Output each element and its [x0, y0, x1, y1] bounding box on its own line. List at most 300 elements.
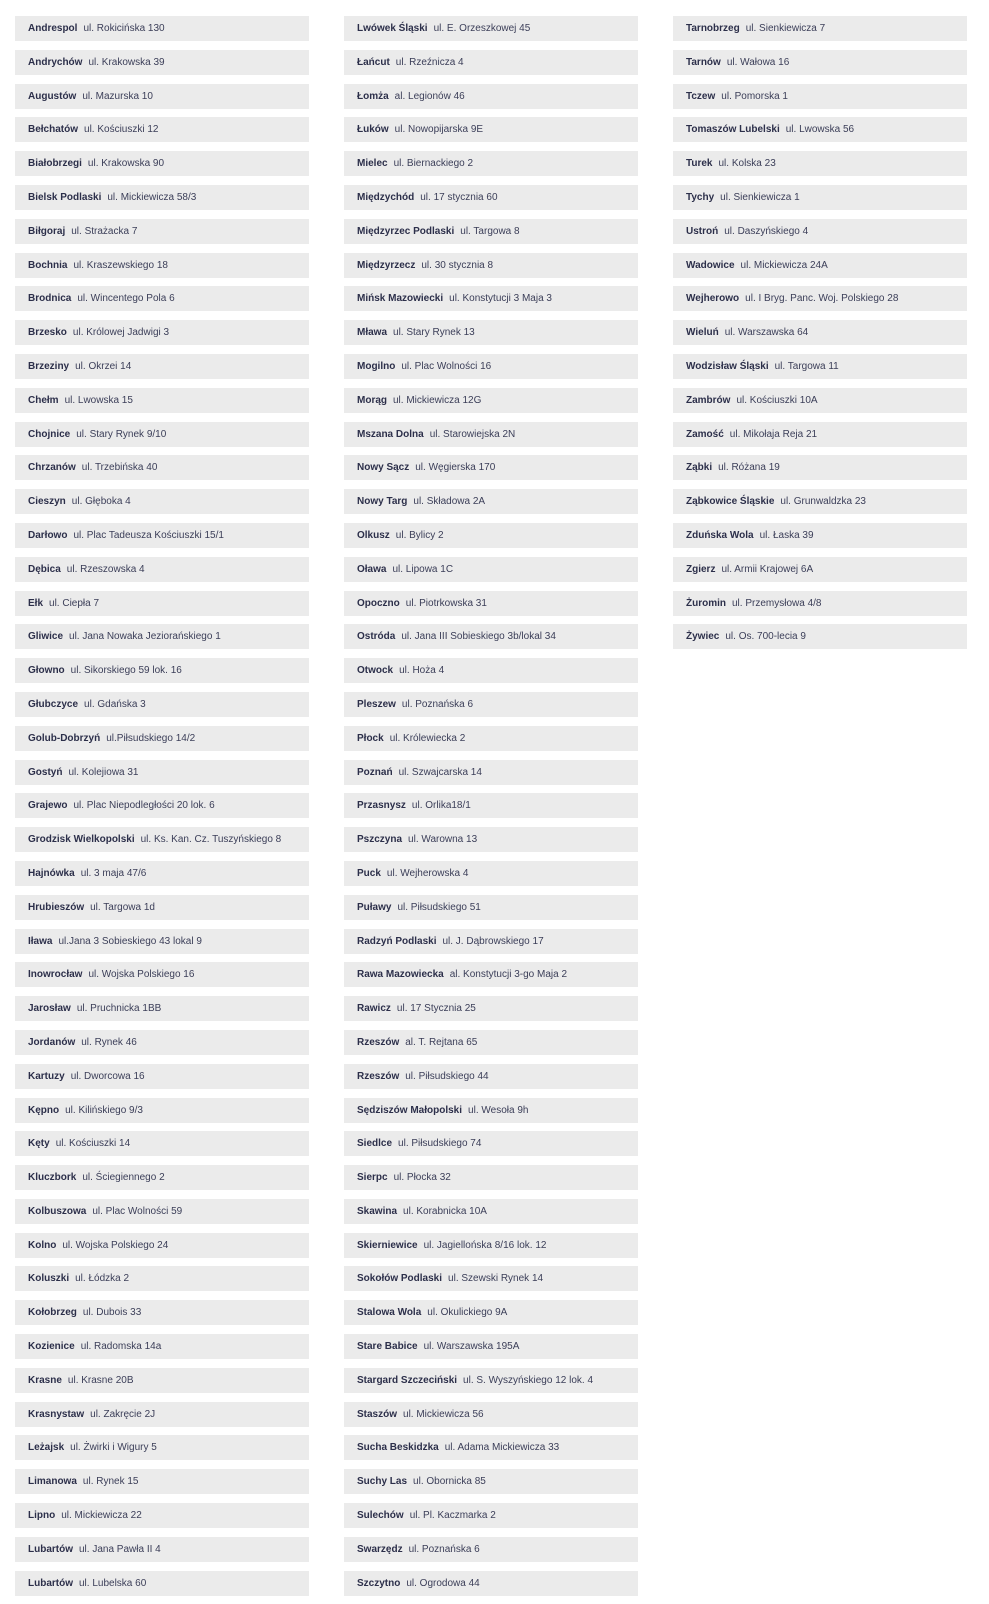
store-address: ul. Sienkiewicza 1 — [720, 191, 800, 203]
store-location-row[interactable] — [15, 658, 309, 683]
store-city-name: Brzeziny — [28, 360, 70, 372]
store-address: ul. Warowna 13 — [408, 834, 478, 846]
store-location-row[interactable] — [15, 388, 309, 413]
store-location-row[interactable] — [15, 455, 309, 480]
store-city-name: Lubartów — [28, 1543, 73, 1555]
store-location-row[interactable] — [15, 1402, 309, 1427]
store-city-name: Iława — [28, 935, 53, 947]
store-location-row[interactable] — [15, 929, 309, 954]
store-location-row[interactable] — [344, 16, 638, 41]
store-city-name: Grodzisk Wielkopolski — [28, 834, 135, 846]
store-city-name: Kołobrzeg — [28, 1307, 77, 1319]
store-city-name: Rawicz — [357, 1003, 391, 1015]
store-city-name: Jarosław — [28, 1003, 71, 1015]
store-city-name: Krasnystaw — [28, 1408, 85, 1420]
store-city-name: Morąg — [357, 394, 387, 406]
store-city-name: Rawa Mazowiecka — [357, 969, 444, 981]
store-address: ul. Rzeźnicza 4 — [395, 56, 464, 68]
store-address: ul. Hoża 4 — [399, 665, 445, 677]
store-location-row[interactable] — [344, 1435, 638, 1460]
store-address: ul. Jana III Sobieskiego 3b/lokal 34 — [401, 631, 556, 643]
store-address: ul. Grunwaldzka 23 — [780, 496, 866, 508]
store-address: ul. Targowa 8 — [460, 225, 520, 237]
store-city-name: Hajnówka — [28, 867, 75, 879]
store-address: ul. Stary Rynek 9/10 — [76, 428, 167, 440]
store-address: ul. Mikołaja Reja 21 — [729, 428, 818, 440]
store-location-row[interactable] — [673, 591, 967, 616]
store-city-name: Żywiec — [686, 631, 720, 643]
store-location-row[interactable] — [344, 793, 638, 818]
store-location-row[interactable] — [673, 624, 967, 649]
store-location-row[interactable] — [344, 895, 638, 920]
store-location-row[interactable] — [673, 16, 967, 41]
store-location-row[interactable] — [15, 895, 309, 920]
store-address: ul. Poznańska 6 — [408, 1543, 480, 1555]
store-address: ul. Królowej Jadwigi 3 — [72, 327, 170, 339]
store-city-name: Swarzędz — [357, 1543, 403, 1555]
store-location-row[interactable] — [344, 929, 638, 954]
store-location-row[interactable] — [673, 489, 967, 514]
store-location-row[interactable] — [344, 117, 638, 142]
store-location-row[interactable] — [15, 1537, 309, 1562]
store-location-row[interactable] — [344, 320, 638, 345]
store-city-name: Międzyrzec Podlaski — [357, 225, 455, 237]
store-city-name: Sulechów — [357, 1510, 404, 1522]
store-location-row[interactable] — [344, 1266, 638, 1291]
store-city-name: Stargard Szczeciński — [357, 1374, 458, 1386]
store-city-name: Radzyń Podlaski — [357, 935, 437, 947]
store-location-row[interactable] — [344, 286, 638, 311]
store-city-name: Brodnica — [28, 293, 72, 305]
store-city-name: Koluszki — [28, 1273, 70, 1285]
store-city-name: Ząbkowice Śląskie — [686, 496, 775, 508]
store-location-row[interactable] — [673, 185, 967, 210]
store-city-name: Puławy — [357, 901, 392, 913]
store-location-row[interactable] — [673, 286, 967, 311]
store-address: ul. Warszawska 64 — [724, 327, 809, 339]
store-address: ul. Nowopijarska 9E — [394, 124, 484, 136]
store-address: ul. Mickiewicza 24A — [740, 259, 828, 271]
store-city-name: Gostyń — [28, 766, 63, 778]
store-city-name: Zamość — [686, 428, 724, 440]
store-address: ul. Plac Tadeusza Kościuszki 15/1 — [73, 529, 224, 541]
store-city-name: Bielsk Podlaski — [28, 191, 102, 203]
store-address: ul. Daszyńskiego 4 — [724, 225, 809, 237]
store-city-name: Nowy Sącz — [357, 462, 410, 474]
store-city-name: Łuków — [357, 124, 389, 136]
store-city-name: Turek — [686, 158, 713, 170]
store-location-row[interactable] — [15, 489, 309, 514]
store-address: ul. Gdańska 3 — [84, 698, 146, 710]
store-location-row[interactable] — [344, 1402, 638, 1427]
store-location-row[interactable] — [15, 16, 309, 41]
store-location-row[interactable] — [15, 1030, 309, 1055]
store-city-name: Głowno — [28, 665, 65, 677]
store-city-name: Tychy — [686, 191, 715, 203]
store-address: ul. Wejherowska 4 — [386, 867, 469, 879]
store-city-name: Brzesko — [28, 327, 67, 339]
store-location-row[interactable] — [344, 861, 638, 886]
store-city-name: Rzeszów — [357, 1036, 400, 1048]
store-address: ul. Jagiellońska 8/16 lok. 12 — [423, 1239, 547, 1251]
store-address: ul. Węgierska 170 — [415, 462, 496, 474]
store-address: ul. Piotrkowska 31 — [405, 597, 487, 609]
store-address: ul. Stary Rynek 13 — [393, 327, 475, 339]
store-location-row[interactable] — [15, 1266, 309, 1291]
store-address: ul. Dworcowa 16 — [70, 1070, 145, 1082]
store-address: ul. Kolejiowa 31 — [68, 766, 139, 778]
store-location-row[interactable] — [673, 84, 967, 109]
store-location-row[interactable] — [15, 557, 309, 582]
store-location-row[interactable] — [344, 1131, 638, 1156]
store-address: ul. Okrzei 14 — [75, 360, 132, 372]
store-location-row[interactable] — [344, 1098, 638, 1123]
store-city-name: Tarnów — [686, 56, 721, 68]
store-city-name: Pszczyna — [357, 834, 403, 846]
store-list-column-2 — [344, 16, 638, 1604]
store-city-name: Bełchatów — [28, 124, 79, 136]
store-city-name: Zambrów — [686, 394, 731, 406]
store-location-row[interactable] — [344, 1469, 638, 1494]
store-location-row[interactable] — [344, 489, 638, 514]
store-location-row[interactable] — [15, 760, 309, 785]
store-address: ul. Warszawska 195A — [423, 1341, 520, 1353]
store-address: ul. Plac Wolności 16 — [401, 360, 492, 372]
store-address: ul. Mickiewicza 22 — [61, 1510, 142, 1522]
store-location-row[interactable] — [344, 388, 638, 413]
store-address: ul. Okulickiego 9A — [427, 1307, 508, 1319]
store-address: al. T. Rejtana 65 — [405, 1036, 478, 1048]
store-address: ul. Wojska Polskiego 24 — [62, 1239, 169, 1251]
store-address: ul. Lwowska 56 — [785, 124, 855, 136]
store-address: ul. Sienkiewicza 7 — [745, 23, 826, 34]
store-location-row[interactable] — [15, 861, 309, 886]
store-location-row[interactable] — [344, 151, 638, 176]
store-location-row[interactable] — [15, 253, 309, 278]
store-location-row[interactable] — [344, 50, 638, 75]
store-location-row[interactable] — [344, 523, 638, 548]
store-address: ul. Armii Krajowej 6A — [721, 563, 814, 575]
store-location-row[interactable] — [344, 1368, 638, 1393]
store-address: ul. Kolska 23 — [718, 158, 776, 170]
store-address: ul. I Bryg. Panc. Woj. Polskiego 28 — [745, 293, 899, 305]
store-location-row[interactable] — [15, 1503, 309, 1528]
store-address: ul. S. Wyszyńskiego 12 lok. 4 — [463, 1374, 594, 1386]
store-city-name: Suchy Las — [357, 1476, 408, 1488]
store-address: ul.Piłsudskiego 14/2 — [106, 732, 196, 744]
store-address: ul. Mickiewicza 58/3 — [107, 191, 197, 203]
store-city-name: Tarnobrzeg — [686, 23, 740, 34]
store-address: ul. Łódzka 2 — [75, 1273, 130, 1285]
store-location-row[interactable] — [15, 624, 309, 649]
store-list-column-3 — [673, 16, 967, 658]
store-location-row[interactable] — [15, 1300, 309, 1325]
store-address: ul. Rokicińska 130 — [83, 23, 165, 34]
store-location-row[interactable] — [15, 1435, 309, 1460]
store-address: ul. Konstytucji 3 Maja 3 — [449, 293, 552, 305]
store-address: ul. Ogrodowa 44 — [406, 1577, 480, 1589]
store-address: ul. Ściegiennego 2 — [82, 1172, 165, 1184]
store-address: ul. Biernackiego 2 — [393, 158, 474, 170]
store-address: ul. Krakowska 90 — [87, 158, 165, 170]
store-address: ul. Piłsudskiego 44 — [405, 1070, 489, 1082]
store-location-row[interactable] — [344, 1199, 638, 1224]
store-location-row[interactable] — [673, 422, 967, 447]
store-location-row[interactable] — [15, 1131, 309, 1156]
store-address: ul. Kościuszki 10A — [736, 394, 818, 406]
store-location-row[interactable] — [344, 760, 638, 785]
store-address: ul. Rynek 15 — [82, 1476, 139, 1488]
store-address: ul. Plac Niepodległości 20 lok. 6 — [73, 800, 215, 812]
store-city-name: Bochnia — [28, 259, 68, 271]
store-city-name: Andrychów — [28, 56, 83, 68]
store-city-name: Kępno — [28, 1104, 60, 1116]
store-address: ul. 17 stycznia 60 — [420, 191, 498, 203]
store-city-name: Pleszew — [357, 698, 396, 710]
store-city-name: Darłowo — [28, 529, 68, 541]
store-address: ul. Wałowa 16 — [726, 56, 790, 68]
store-address: ul. Mickiewicza 56 — [403, 1408, 484, 1420]
store-location-row[interactable] — [344, 962, 638, 987]
store-address: ul. Os. 700-lecia 9 — [725, 631, 806, 643]
store-location-row[interactable] — [15, 1334, 309, 1359]
store-address: ul. Królewiecka 2 — [389, 732, 466, 744]
store-city-name: Chrzanów — [28, 462, 76, 474]
store-location-row[interactable] — [673, 50, 967, 75]
store-location-row[interactable] — [15, 320, 309, 345]
store-city-name: Kolbuszowa — [28, 1205, 87, 1217]
store-address: ul. 17 Stycznia 25 — [396, 1003, 476, 1015]
store-address: ul. Krasne 20B — [67, 1374, 134, 1386]
store-location-row[interactable] — [15, 1098, 309, 1123]
store-location-row[interactable] — [344, 219, 638, 244]
store-location-row[interactable] — [344, 1165, 638, 1190]
store-city-name: Ełk — [28, 597, 44, 609]
store-location-row[interactable] — [673, 117, 967, 142]
store-location-row[interactable] — [15, 1469, 309, 1494]
store-address: ul. 30 stycznia 8 — [421, 259, 494, 271]
store-location-row[interactable] — [344, 185, 638, 210]
store-city-name: Rzeszów — [357, 1070, 400, 1082]
store-location-row[interactable] — [15, 219, 309, 244]
store-city-name: Zduńska Wola — [686, 529, 754, 541]
store-location-row[interactable] — [15, 185, 309, 210]
store-city-name: Ostróda — [357, 631, 396, 643]
store-location-row[interactable] — [673, 320, 967, 345]
store-address: ul. Radomska 14a — [80, 1341, 162, 1353]
store-address: ul. Wojska Polskiego 16 — [88, 969, 195, 981]
store-address: ul. Adama Mickiewicza 33 — [444, 1442, 560, 1454]
store-city-name: Łomża — [357, 90, 389, 102]
store-location-row[interactable] — [15, 117, 309, 142]
store-location-row[interactable] — [344, 455, 638, 480]
store-city-name: Łańcut — [357, 56, 390, 68]
store-location-row[interactable] — [673, 455, 967, 480]
store-city-name: Biłgoraj — [28, 225, 66, 237]
store-city-name: Chełm — [28, 394, 59, 406]
store-city-name: Kolno — [28, 1239, 57, 1251]
store-city-name: Stare Babice — [357, 1341, 418, 1353]
store-city-name: Gliwice — [28, 631, 64, 643]
store-address: ul. Starowiejska 2N — [429, 428, 516, 440]
store-list-column-1 — [15, 16, 309, 1604]
store-address: ul. Wesoła 9h — [468, 1104, 529, 1116]
store-location-row[interactable] — [15, 962, 309, 987]
store-city-name: Mogilno — [357, 360, 396, 372]
store-city-name: Ustroń — [686, 225, 719, 237]
store-location-row[interactable] — [344, 658, 638, 683]
store-city-name: Grajewo — [28, 800, 68, 812]
store-city-name: Chojnice — [28, 428, 71, 440]
store-location-row[interactable] — [344, 557, 638, 582]
store-location-row[interactable] — [15, 692, 309, 717]
store-address: ul. Rynek 46 — [81, 1036, 137, 1048]
store-location-row[interactable] — [344, 1503, 638, 1528]
store-location-row[interactable] — [15, 591, 309, 616]
store-address: ul. Rzeszowska 4 — [66, 563, 145, 575]
store-city-name: Sędziszów Małopolski — [357, 1104, 463, 1116]
store-city-name: Sokołów Podlaski — [357, 1273, 443, 1285]
store-address: ul. Lipowa 1C — [392, 563, 454, 575]
store-address: ul. Mickiewicza 12G — [393, 394, 482, 406]
store-address: ul. Piłsudskiego 74 — [398, 1138, 482, 1150]
store-address: ul. Kilińskiego 9/3 — [65, 1104, 143, 1116]
store-city-name: Tomaszów Lubelski — [686, 124, 780, 136]
store-location-row[interactable] — [344, 422, 638, 447]
store-address: ul. Szwajcarska 14 — [398, 766, 482, 778]
store-city-name: Skierniewice — [357, 1239, 418, 1251]
store-location-row[interactable] — [15, 1571, 309, 1596]
store-address: ul. Orlika18/1 — [411, 800, 471, 812]
store-city-name: Cieszyn — [28, 496, 66, 508]
store-city-name: Ząbki — [686, 462, 713, 474]
store-location-row[interactable] — [15, 1165, 309, 1190]
store-location-row[interactable] — [673, 253, 967, 278]
store-location-row[interactable] — [344, 253, 638, 278]
store-city-name: Siedlce — [357, 1138, 393, 1150]
store-city-name: Wadowice — [686, 259, 735, 271]
store-address: ul. Kościuszki 12 — [84, 124, 159, 136]
store-address: ul. Zakręcie 2J — [90, 1408, 156, 1420]
store-city-name: Limanowa — [28, 1476, 77, 1488]
store-location-row[interactable] — [344, 1334, 638, 1359]
store-city-name: Lipno — [28, 1510, 56, 1522]
store-city-name: Krasne — [28, 1374, 62, 1386]
store-city-name: Staszów — [357, 1408, 398, 1420]
store-address: ul. Łaska 39 — [759, 529, 814, 541]
store-location-row[interactable] — [15, 523, 309, 548]
store-address: ul. Jana Pawła II 4 — [79, 1543, 161, 1555]
store-address: ul. Strażacka 7 — [71, 225, 138, 237]
store-city-name: Oława — [357, 563, 387, 575]
store-location-row[interactable] — [15, 151, 309, 176]
store-address: ul. Targowa 11 — [774, 360, 839, 372]
store-city-name: Żuromin — [686, 597, 726, 609]
store-address: ul. Różana 19 — [718, 462, 780, 474]
store-city-name: Otwock — [357, 665, 394, 677]
store-city-name: Kluczbork — [28, 1172, 77, 1184]
store-address: ul. Składowa 2A — [413, 496, 486, 508]
store-location-row[interactable] — [344, 591, 638, 616]
store-location-row[interactable] — [344, 354, 638, 379]
store-city-name: Stalowa Wola — [357, 1307, 422, 1319]
store-city-name: Opoczno — [357, 597, 400, 609]
store-city-name: Leżajsk — [28, 1442, 65, 1454]
store-location-row[interactable] — [344, 624, 638, 649]
store-address: ul. Pl. Kaczmarka 2 — [409, 1510, 496, 1522]
store-location-row[interactable] — [673, 151, 967, 176]
store-address: ul. Jana Nowaka Jeziorańskiego 1 — [69, 631, 221, 643]
store-location-row[interactable] — [673, 557, 967, 582]
store-location-row[interactable] — [15, 726, 309, 751]
store-address: ul. Poznańska 6 — [401, 698, 474, 710]
store-city-name: Międzychód — [357, 191, 415, 203]
store-location-row[interactable] — [344, 692, 638, 717]
store-location-row[interactable] — [673, 219, 967, 244]
store-city-name: Kartuzy — [28, 1070, 65, 1082]
store-location-row[interactable] — [673, 354, 967, 379]
store-city-name: Białobrzegi — [28, 158, 82, 170]
store-location-row[interactable] — [15, 996, 309, 1021]
store-location-row[interactable] — [15, 50, 309, 75]
store-location-row[interactable] — [344, 1030, 638, 1055]
store-location-row[interactable] — [15, 422, 309, 447]
store-city-name: Międzyrzecz — [357, 259, 416, 271]
store-location-row[interactable] — [15, 1233, 309, 1258]
store-location-row[interactable] — [344, 726, 638, 751]
store-city-name: Szczytno — [357, 1577, 401, 1589]
store-address: ul.Jana 3 Sobieskiego 43 lokal 9 — [58, 935, 202, 947]
store-location-row[interactable] — [344, 1571, 638, 1596]
store-location-row[interactable] — [344, 1537, 638, 1562]
store-location-row[interactable] — [673, 388, 967, 413]
store-address: ul. Wincentego Pola 6 — [77, 293, 175, 305]
store-location-row[interactable] — [673, 523, 967, 548]
store-address: ul. Targowa 1d — [90, 901, 155, 913]
store-location-row[interactable] — [344, 84, 638, 109]
store-location-row[interactable] — [15, 827, 309, 852]
store-city-name: Głubczyce — [28, 698, 79, 710]
store-city-name: Mszana Dolna — [357, 428, 424, 440]
store-location-row[interactable] — [344, 1064, 638, 1089]
store-city-name: Wodzisław Śląski — [686, 360, 769, 372]
store-city-name: Tczew — [686, 90, 716, 102]
store-city-name: Mielec — [357, 158, 388, 170]
store-city-name: Mińsk Mazowiecki — [357, 293, 444, 305]
store-city-name: Mława — [357, 327, 388, 339]
store-location-row[interactable] — [15, 1368, 309, 1393]
store-city-name: Olkusz — [357, 529, 390, 541]
store-location-row[interactable] — [15, 793, 309, 818]
store-city-name: Lwówek Śląski — [357, 23, 428, 34]
store-city-name: Kęty — [28, 1138, 50, 1150]
store-location-row[interactable] — [344, 1233, 638, 1258]
store-location-row[interactable] — [344, 827, 638, 852]
store-location-row[interactable] — [15, 1064, 309, 1089]
store-address: ul. Głęboka 4 — [71, 496, 131, 508]
store-location-row[interactable] — [344, 1300, 638, 1325]
store-address: ul. Sikorskiego 59 lok. 16 — [70, 665, 182, 677]
store-city-name: Kozienice — [28, 1341, 75, 1353]
store-city-name: Nowy Targ — [357, 496, 408, 508]
store-city-name: Zgierz — [686, 563, 716, 575]
store-location-row[interactable] — [15, 286, 309, 311]
store-location-row[interactable] — [344, 996, 638, 1021]
store-location-row[interactable] — [15, 1199, 309, 1224]
store-location-row[interactable] — [15, 84, 309, 109]
store-location-row[interactable] — [15, 354, 309, 379]
store-city-name: Wejherowo — [686, 293, 740, 305]
